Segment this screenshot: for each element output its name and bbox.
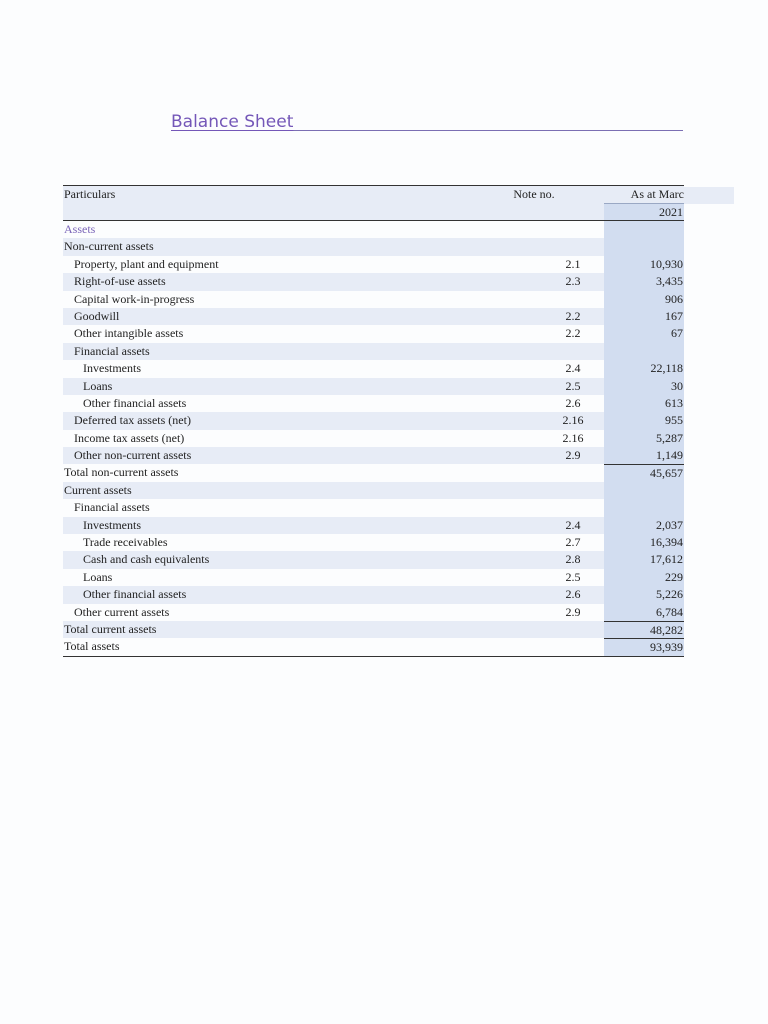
table-row (63, 604, 684, 621)
row-value: 30 (604, 378, 684, 395)
row-note (558, 343, 588, 360)
row-note: 2.4 (565, 517, 581, 532)
row-note: 2.3 (565, 274, 581, 289)
table-row (63, 273, 684, 290)
row-value (604, 482, 684, 499)
row-note: 2.2 (565, 308, 581, 323)
row-label: Total non-current assets (64, 465, 179, 480)
row-value: 2,037 (604, 517, 684, 534)
row-label: Other financial assets (83, 395, 187, 410)
row-value: 6,784 (604, 604, 684, 621)
header-year: 2021 (604, 203, 684, 220)
page-title: Balance Sheet (171, 112, 294, 132)
row-label: Property, plant and equipment (74, 256, 219, 271)
row-note (558, 464, 588, 481)
row-value: 1,149 (604, 447, 684, 464)
row-note (558, 221, 588, 238)
row-note (558, 482, 588, 499)
row-label: Trade receivables (83, 535, 168, 550)
row-note (558, 291, 588, 308)
row-note: 2.5 (565, 569, 581, 584)
table-row (63, 551, 684, 568)
row-note: 2.2 (565, 326, 581, 341)
row-value: 3,435 (604, 273, 684, 290)
table-row (63, 569, 684, 586)
row-label: Total assets (64, 639, 120, 654)
row-value: 955 (604, 412, 684, 429)
header-overflow-shade (684, 187, 734, 204)
header-note-no: Note no. (513, 187, 555, 201)
table-row (63, 325, 684, 342)
row-label: Income tax assets (net) (74, 430, 185, 445)
row-value: 167 (604, 308, 684, 325)
table-row (63, 238, 684, 255)
table-row (63, 517, 684, 534)
row-note: 2.4 (565, 361, 581, 376)
row-value (604, 343, 684, 360)
row-note: 2.5 (565, 378, 581, 393)
title-rule (171, 110, 683, 131)
row-label: Financial assets (74, 500, 150, 515)
table-row (63, 395, 684, 412)
row-label: Right-of-use assets (74, 274, 166, 289)
row-value: 67 (604, 325, 684, 342)
row-note: 2.9 (565, 604, 581, 619)
row-label: Assets (64, 222, 96, 236)
table-row (63, 447, 684, 464)
row-label: Capital work-in-progress (74, 291, 195, 306)
row-value: 5,226 (604, 586, 684, 603)
row-value (604, 499, 684, 516)
table-row (63, 482, 684, 499)
row-value: 5,287 (604, 430, 684, 447)
row-value: 16,394 (604, 534, 684, 551)
table-row (63, 360, 684, 377)
table-row (63, 499, 684, 516)
table-row (63, 534, 684, 551)
row-note (558, 499, 588, 516)
row-label: Other current assets (74, 604, 170, 619)
row-value: 906 (604, 291, 684, 308)
row-note: 2.1 (565, 256, 581, 271)
balance-sheet-table (63, 185, 684, 657)
row-label: Other intangible assets (74, 326, 184, 341)
row-value (604, 238, 684, 255)
row-value (604, 221, 684, 238)
table-row (63, 430, 684, 447)
row-note: 2.9 (565, 448, 581, 463)
table-row (63, 256, 684, 273)
row-note: 2.8 (565, 552, 581, 567)
row-label: Investments (83, 361, 141, 376)
row-note: 2.7 (565, 535, 581, 550)
row-note (558, 238, 588, 255)
row-label: Goodwill (74, 308, 120, 323)
table-row (63, 621, 684, 638)
row-value: 22,118 (604, 360, 684, 377)
row-note (558, 638, 588, 655)
table-row (63, 291, 684, 308)
row-value: 93,939 (604, 638, 684, 655)
table-subheader-row (63, 203, 684, 221)
row-note (558, 621, 588, 638)
row-label: Deferred tax assets (net) (74, 413, 191, 428)
table-header-row (63, 185, 684, 203)
row-value: 229 (604, 569, 684, 586)
row-label: Other financial assets (83, 587, 187, 602)
row-label: Investments (83, 517, 141, 532)
row-label: Current assets (64, 482, 132, 497)
row-note: 2.16 (562, 413, 584, 428)
row-label: Loans (83, 378, 113, 393)
row-label: Total current assets (64, 621, 157, 636)
row-value: 613 (604, 395, 684, 412)
row-value: 48,282 (604, 621, 684, 638)
header-as-at: As at Marc (630, 187, 684, 201)
row-label: Other non-current assets (74, 448, 192, 463)
table-row (63, 378, 684, 395)
row-note: 2.6 (565, 587, 581, 602)
table-row (63, 586, 684, 603)
row-note: 2.6 (565, 395, 581, 410)
table-row (63, 412, 684, 429)
row-value: 10,930 (604, 256, 684, 273)
table-row (63, 638, 684, 656)
table-row (63, 308, 684, 325)
table-row (63, 343, 684, 360)
row-label: Loans (83, 569, 113, 584)
table-row (63, 221, 684, 238)
row-value: 45,657 (604, 464, 684, 481)
row-label: Cash and cash equivalents (83, 552, 210, 567)
table-row (63, 464, 684, 481)
table-body (63, 221, 684, 657)
row-label: Non-current assets (64, 239, 154, 254)
header-particulars: Particulars (64, 187, 116, 201)
row-value: 17,612 (604, 551, 684, 568)
row-label: Financial assets (74, 343, 150, 358)
row-note: 2.16 (562, 430, 584, 445)
